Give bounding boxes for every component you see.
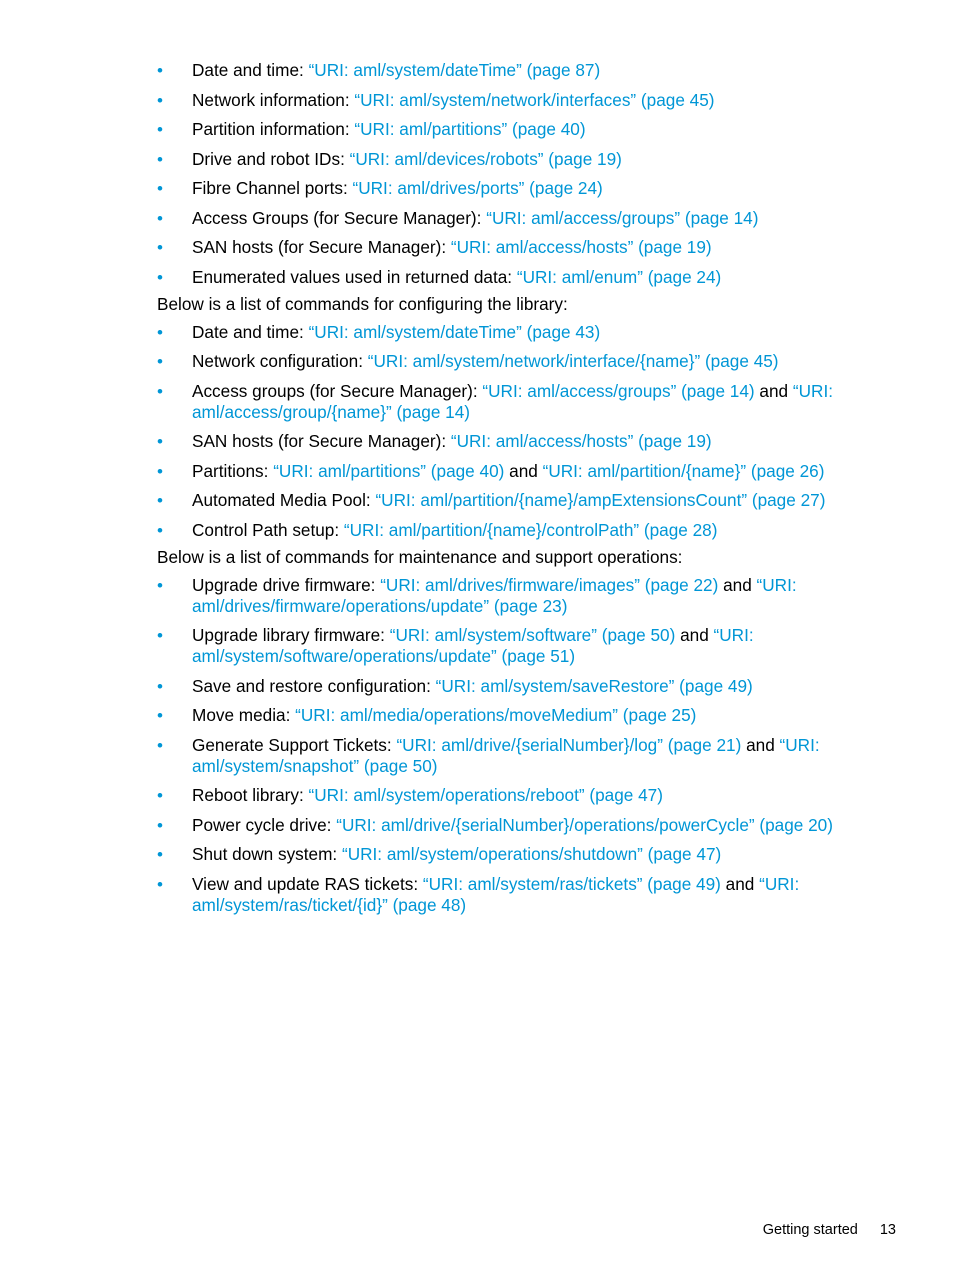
item-text: Enumerated values used in returned data: [192,266,517,287]
bullet-icon: • [157,352,163,371]
cross-reference-link[interactable]: “URI: aml/access/hosts” (page 19) [450,431,712,451]
bullet-icon: • [157,706,163,725]
item-text: Shut down system: [192,844,342,864]
bullet-icon: • [157,120,163,139]
item-text: SAN hosts (for Secure Manager): [192,431,451,451]
cross-reference-link[interactable]: “URI: aml/drives/firmware/operations/update” (page 23) [192,574,797,616]
list-item [157,351,867,372]
list-item [157,149,867,170]
bullet-list [157,575,867,916]
cross-reference-link[interactable]: “URI: aml/drive/{serialNumber}/log” (page 21) [396,734,742,755]
item-text: and [504,460,543,481]
item-text: Partitions: [192,460,274,481]
item-text: Upgrade library firmware: [192,625,390,645]
list-item [157,874,867,916]
bullet-icon: • [157,491,163,510]
bullet-list [157,60,867,288]
item-text: Access Groups (for Secure Manager): [192,207,487,228]
list-item [157,461,867,482]
list-item [157,267,867,288]
list-item [157,844,867,865]
bullet-icon: • [157,322,163,342]
list-item [157,815,867,836]
item-text: and [741,734,780,755]
item-text: View and update RAS tickets: [192,873,423,894]
cross-reference-link[interactable]: “URI: aml/partition/{name}/ampExtensionsCount” (page 27) [375,490,826,510]
item-text: Save and restore configuration: [192,675,436,696]
bullet-icon: • [157,238,163,257]
cross-reference-link[interactable]: “URI: aml/system/ras/ticket/{id}” (page 48) [192,873,800,915]
list-item [157,208,867,229]
cross-reference-link[interactable]: “URI: aml/partition/{name}” (page 26) [542,460,825,481]
cross-reference-link[interactable]: “URI: aml/system/operations/shutdown” (page 47) [341,844,722,864]
bullet-icon: • [157,90,163,110]
item-text: Power cycle drive: [192,814,337,835]
cross-reference-link[interactable]: “URI: aml/partitions” (page 40) [354,119,586,139]
bullet-icon: • [157,874,163,894]
bullet-icon: • [157,61,163,80]
cross-reference-link[interactable]: “URI: aml/system/dateTime” (page 87) [308,60,601,80]
item-text: Partition information: [192,119,355,139]
item-text: Automated Media Pool: [192,490,376,510]
cross-reference-link[interactable]: “URI: aml/system/ras/tickets” (page 49) [422,873,721,894]
cross-reference-link[interactable]: “URI: aml/system/dateTime” (page 43) [308,321,601,342]
list-item [157,322,867,343]
list-item [157,705,867,726]
bullet-icon: • [157,735,163,755]
footer-section-title: Getting started [762,1222,858,1238]
cross-reference-link[interactable]: “URI: aml/drives/ports” (page 24) [352,178,603,198]
cross-reference-link[interactable]: “URI: aml/enum” (page 24) [516,266,722,287]
bullet-icon: • [157,381,163,401]
item-text: Control Path setup: [192,519,344,540]
item-text: and [718,574,757,595]
bullet-list [157,322,867,541]
item-text: and [754,380,793,401]
item-text: Generate Support Tickets: [192,734,397,755]
list-item [157,119,867,140]
item-text: SAN hosts (for Secure Manager): [192,237,451,257]
item-text: and [720,873,760,894]
list-item [157,431,867,452]
bullet-icon: • [157,575,163,595]
item-text: Upgrade drive firmware: [192,574,381,595]
list-item [157,735,867,777]
cross-reference-link[interactable]: “URI: aml/system/snapshot” (page 50) [192,734,820,776]
cross-reference-link[interactable]: “URI: aml/drive/{serialNumber}/operations/powerCycle” (page 20) [336,814,833,835]
cross-reference-link[interactable]: “URI: aml/system/software/operations/update” (page 51) [192,625,754,666]
cross-reference-link[interactable]: “URI: aml/devices/robots” (page 19) [349,148,622,169]
cross-reference-link[interactable]: “URI: aml/partition/{name}/controlPath” (page 28) [343,519,718,540]
item-text: Fibre Channel ports: [192,178,353,198]
cross-reference-link[interactable]: “URI: aml/drives/firmware/images” (page 22) [380,574,719,595]
list-item [157,520,867,541]
cross-reference-link[interactable]: “URI: aml/system/software” (page 50) [389,625,676,645]
bullet-icon: • [157,786,163,805]
bullet-icon: • [157,432,163,451]
list-item [157,237,867,258]
bullet-icon: • [157,815,163,835]
cross-reference-link[interactable]: “URI: aml/access/groups” (page 14) [482,380,755,401]
bullet-icon: • [157,676,163,696]
cross-reference-link[interactable]: “URI: aml/access/hosts” (page 19) [450,237,712,257]
bullet-icon: • [157,208,163,228]
bullet-icon: • [157,626,163,645]
intro-paragraph: Below is a list of commands for maintenance and support operations: [157,547,683,567]
list-item [157,785,867,806]
list-item [157,625,867,667]
cross-reference-link[interactable]: “URI: aml/partitions” (page 40) [273,460,505,481]
bullet-icon: • [157,267,163,287]
document-body [157,60,867,924]
bullet-icon: • [157,149,163,169]
bullet-icon: • [157,520,163,540]
cross-reference-link[interactable]: “URI: aml/access/group/{name}” (page 14) [192,380,833,422]
bullet-icon: • [157,845,163,864]
item-text: Date and time: [192,60,309,80]
item-text: Reboot library: [192,785,309,805]
list-item [157,90,867,111]
footer-page-number: 13 [879,1222,896,1238]
item-text: Access groups (for Secure Manager): [192,380,483,401]
item-text: Drive and robot IDs: [192,148,350,169]
bullet-icon: • [157,179,163,198]
list-item [157,575,867,617]
bullet-icon: • [157,461,163,481]
list-item [157,178,867,199]
list-item [157,676,867,697]
item-text: and [675,625,714,645]
cross-reference-link[interactable]: “URI: aml/system/network/interface/{name}” (page 45) [367,351,779,371]
list-item [157,490,867,511]
cross-reference-link[interactable]: “URI: aml/media/operations/moveMedium” (page 25) [295,705,697,725]
item-text: Move media: [192,705,296,725]
list-item [157,60,867,81]
cross-reference-link[interactable]: “URI: aml/system/saveRestore” (page 49) [435,675,753,696]
item-text: Network configuration: [192,351,368,371]
item-text: Date and time: [192,321,309,342]
cross-reference-link[interactable]: “URI: aml/access/groups” (page 14) [486,207,759,228]
item-text: Network information: [192,89,355,110]
intro-paragraph: Below is a list of commands for configuring the library: [157,294,568,314]
cross-reference-link[interactable]: “URI: aml/system/network/interfaces” (page 45) [354,89,715,110]
page-footer [660,1222,896,1238]
list-item [157,381,867,423]
cross-reference-link[interactable]: “URI: aml/system/operations/reboot” (page 47) [308,785,663,805]
